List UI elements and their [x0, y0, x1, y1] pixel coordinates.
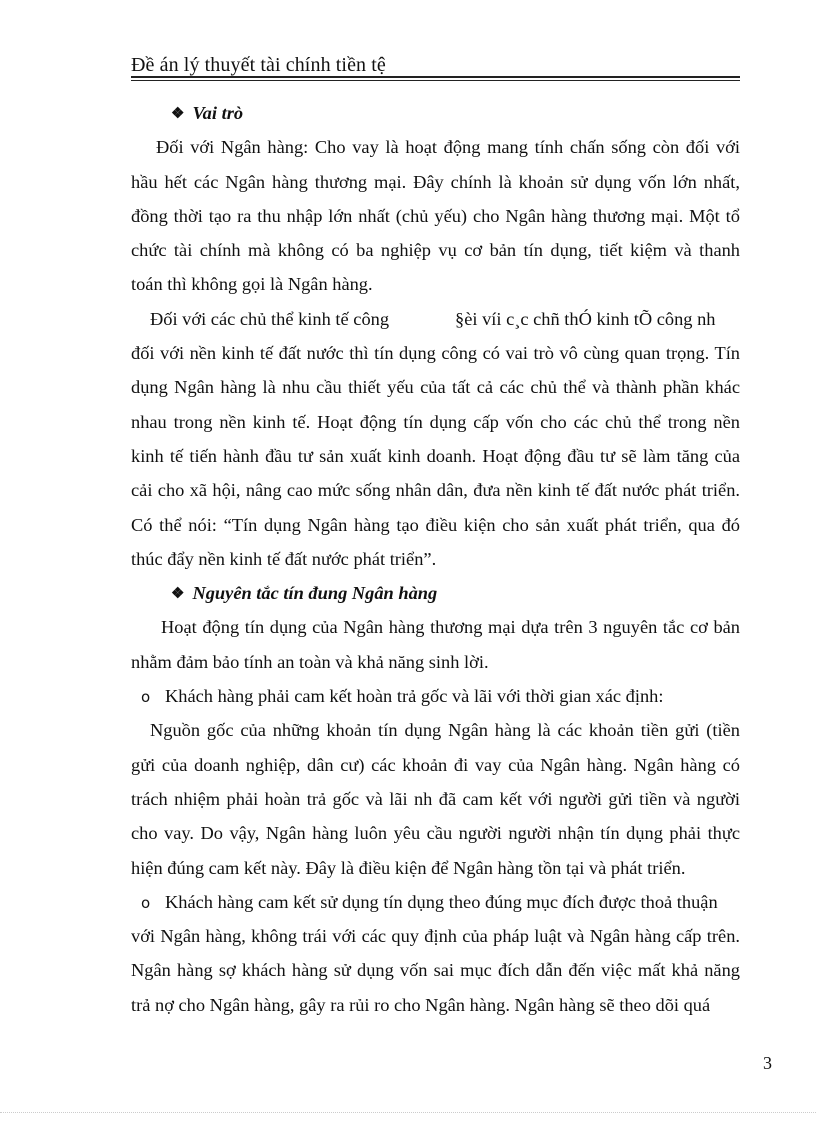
bullet-text: Khách hàng cam kết sử dụng tín dụng theo đúng mục đích được thoả thuận	[165, 891, 718, 912]
paragraph-line: dụng Ngân hàng là nhu cầu thiết yếu của tất cả các chủ thể và thành phần khác	[131, 377, 740, 398]
paragraph-line: hiện đúng cam kết này. Đây là điều kiện để Ngân hàng tồn tại và phát triển.	[131, 857, 686, 878]
paragraph-line: gửi của doanh nghiệp, dân cư) các khoản đi vay của Ngân hàng. Ngân hàng có	[131, 754, 740, 775]
paragraph-line: nhau trong nền kinh tế. Hoạt động tín dụng cấp vốn cho các chủ thể trong nền	[131, 411, 740, 432]
paragraph-text: Đối với các chủ thể kinh tế công	[150, 308, 390, 329]
page-number: 3	[763, 1053, 772, 1073]
paragraph-line: Nguồn gốc của những khoản tín dụng Ngân hàng là các khoản tiền gửi (tiền	[150, 720, 740, 741]
paragraph-line: thúc đẩy nền kinh tế đất nước phát triển”.	[131, 548, 437, 569]
paragraph-line: hầu hết các Ngân hàng thương mại. Đây chính là khoản sử dụng vốn lớn nhất,	[131, 171, 740, 192]
paragraph-line: trách nhiệm phải hoàn trả gốc và lãi nh đã cam kết với người gửi tiền và người	[131, 788, 740, 809]
paragraph-line: trả nợ cho Ngân hàng, gây ra rủi ro cho Ngân hàng. Ngân hàng sẽ theo dõi quá	[131, 994, 711, 1015]
header-rule-thin	[131, 80, 740, 81]
paragraph-line-mixed	[131, 302, 740, 336]
circle-bullet-icon: o	[141, 688, 151, 707]
page-header-title: Đề án lý thuyết tài chính tiền tệ	[131, 54, 386, 76]
paragraph-line: Hoạt động tín dụng của Ngân hàng thương mại dựa trên 3 nguyên tắc cơ bản	[161, 617, 740, 638]
bullet-item	[131, 679, 740, 713]
header-rule	[131, 76, 740, 78]
paragraph-line: Ngân hàng sợ khách hàng sử dụng vốn sai mục đích dẫn đến việc mất khả năng	[131, 960, 740, 981]
heading-text: Nguyên tắc tín đung Ngân hàng	[192, 583, 438, 604]
paragraph-line: Có thể nói: “Tín dụng Ngân hàng tạo điều kiện cho sản xuất phát triển, qua đó	[131, 514, 740, 535]
paragraph-line: chức tài chính mà không có ba nghiệp vụ cơ bản tín dụng, tiết kiệm và thanh	[131, 240, 740, 261]
paragraph-line: đối với nền kinh tế đất nước thì tín dụng công có vai trò vô cùng quan trọng. Tín	[131, 343, 740, 364]
section-heading-vai-tro	[131, 96, 740, 130]
document-body	[131, 96, 740, 1022]
paragraph-line: với Ngân hàng, không trái với các quy định của pháp luật và Ngân hàng cấp trên.	[131, 926, 740, 947]
diamond-bullet-icon: ❖	[171, 106, 185, 122]
paragraph-line: kinh tế tiến hành đầu tư sản xuất kinh doanh. Hoạt động đầu tư sẽ làm tăng của	[131, 445, 740, 466]
diamond-bullet-icon: ❖	[171, 586, 185, 603]
paragraph-line: cho vay. Do vậy, Ngân hàng luôn yêu cầu người người nhận tín dụng phải thực	[131, 823, 740, 844]
heading-text: Vai trò	[192, 103, 244, 123]
page-footer-dotted-rule	[0, 1112, 816, 1113]
bullet-item	[131, 885, 740, 919]
paragraph-line: toán thì không gọi là Ngân hàng.	[131, 274, 373, 295]
paragraph-line: nhằm đảm bảo tính an toàn và khả năng sinh lời.	[131, 651, 489, 672]
paragraph-line: đồng thời tạo ra thu nhập lớn nhất (chủ yếu) cho Ngân hàng thương mại. Một tổ	[131, 205, 740, 226]
paragraph-line: cải cho xã hội, nâng cao mức sống nhân dân, đưa nền kinh tế đất nước phát triển.	[131, 480, 740, 501]
bullet-text: Khách hàng phải cam kết hoàn trả gốc và lãi với thời gian xác định:	[165, 686, 664, 707]
paragraph-line: Đối với Ngân hàng: Cho vay là hoạt động mang tính chấn sống còn đối với	[156, 137, 740, 158]
section-heading-nguyen-tac	[131, 576, 740, 610]
circle-bullet-icon: o	[141, 893, 151, 912]
garbled-text: §èi víi c¸c chñ thÓ kinh tÕ công nh	[455, 308, 716, 329]
